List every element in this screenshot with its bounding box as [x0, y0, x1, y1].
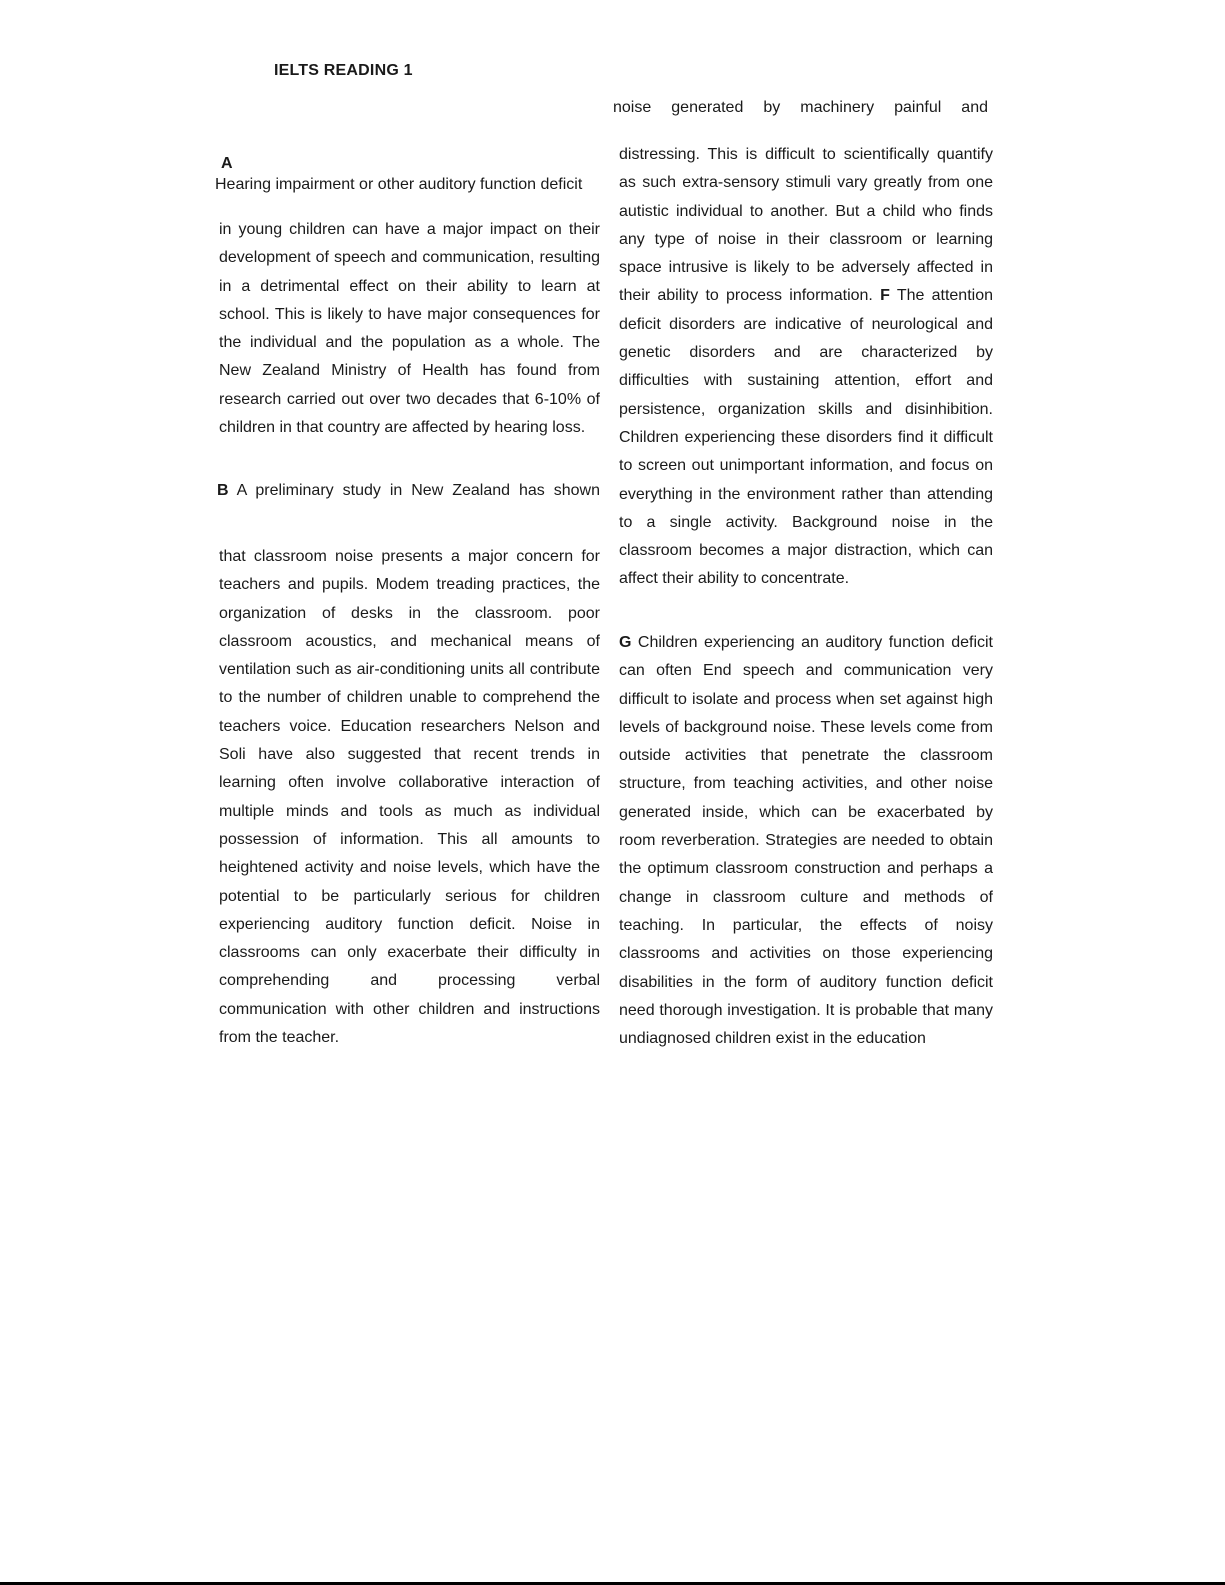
- paragraph-e-continued: [619, 141, 993, 594]
- section-label-g: G: [619, 634, 632, 651]
- section-label-a: A: [221, 155, 233, 172]
- paragraph-g-text: Children experiencing an auditory function deficit can often End speech and communication very difficult to isolate and process when set against high levels of background noise. These levels come from outside activities that penetrate the classroom structure, from teaching activities, and other noise generated inside, which can be exacerbated by room reverberation. Strategies are needed to obtain the optimum classroom construction and perhaps a change in classroom culture and methods of teaching. In particular, the effects of noisy classrooms and activities on those experiencing disabilities in the form of auditory function deficit need thorough investigation. It is probable that many undiagnosed children exist in the education: [619, 634, 993, 1048]
- paragraph-b-text: that classroom noise presents a major concern for teachers and pupils. Modem treading practices, the organization of desks in the classroom. poor classroom acoustics, and mechanical means of ventilation such as air-conditioning units all contribute to the number of children unable to comprehend the teachers voice. Education researchers Nelson and Soli have also suggested that recent trends in learning often involve collaborative interaction of multiple minds and tools as much as individual possession of information. This all amounts to heightened activity and noise levels, which have the potential to be particularly serious for children experiencing auditory function deficit. Noise in classrooms can only exacerbate their difficulty in comprehending and processing verbal communication with other children and instructions from the teacher.: [219, 548, 600, 1047]
- paragraph-a-first-line: Hearing impairment or other auditory function deficit: [215, 176, 583, 193]
- paragraph-g: [619, 629, 993, 1053]
- section-label-f: F: [880, 287, 890, 305]
- paragraph-e-text: distressing. This is difficult to scientifically quantify as such extra-sensory stimuli vary greatly from one autistic individual to another. But a child who finds any type of noise in their classroom or learning space intrusive is likely to be adversely affected in their ability to process information.: [619, 146, 993, 305]
- section-label-b: B: [217, 482, 229, 499]
- right-top-line: noise generated by machinery painful and: [613, 99, 988, 116]
- paragraph-a: [219, 216, 600, 442]
- paragraph-f-text: The attention deficit disorders are indicative of neurological and genetic disorders and are characterized by difficulties with sustaining attention, effort and persistence, organization skills and disinhibition. Children experiencing these disorders find it difficult to screen out unimportant information, and focus on everything in the environment rather than attending to a single activity. Background noise in the classroom becomes a major distraction, which can affect their ability to concentrate.: [619, 287, 994, 588]
- paragraph-a-text: in young children can have a major impact on their development of speech and communication, resulting in a detrimental effect on their ability to learn at school. This is likely to have major consequences for the individual and the population as a whole. The New Zealand Ministry of Health has found from research carried out over two decades that 6-10% of children in that country are affected by hearing loss.: [219, 221, 600, 437]
- paragraph-b-first-line: B A preliminary study in New Zealand has shown: [217, 482, 601, 499]
- page-title: IELTS READING 1: [274, 62, 413, 79]
- paragraph-b: [219, 543, 600, 1052]
